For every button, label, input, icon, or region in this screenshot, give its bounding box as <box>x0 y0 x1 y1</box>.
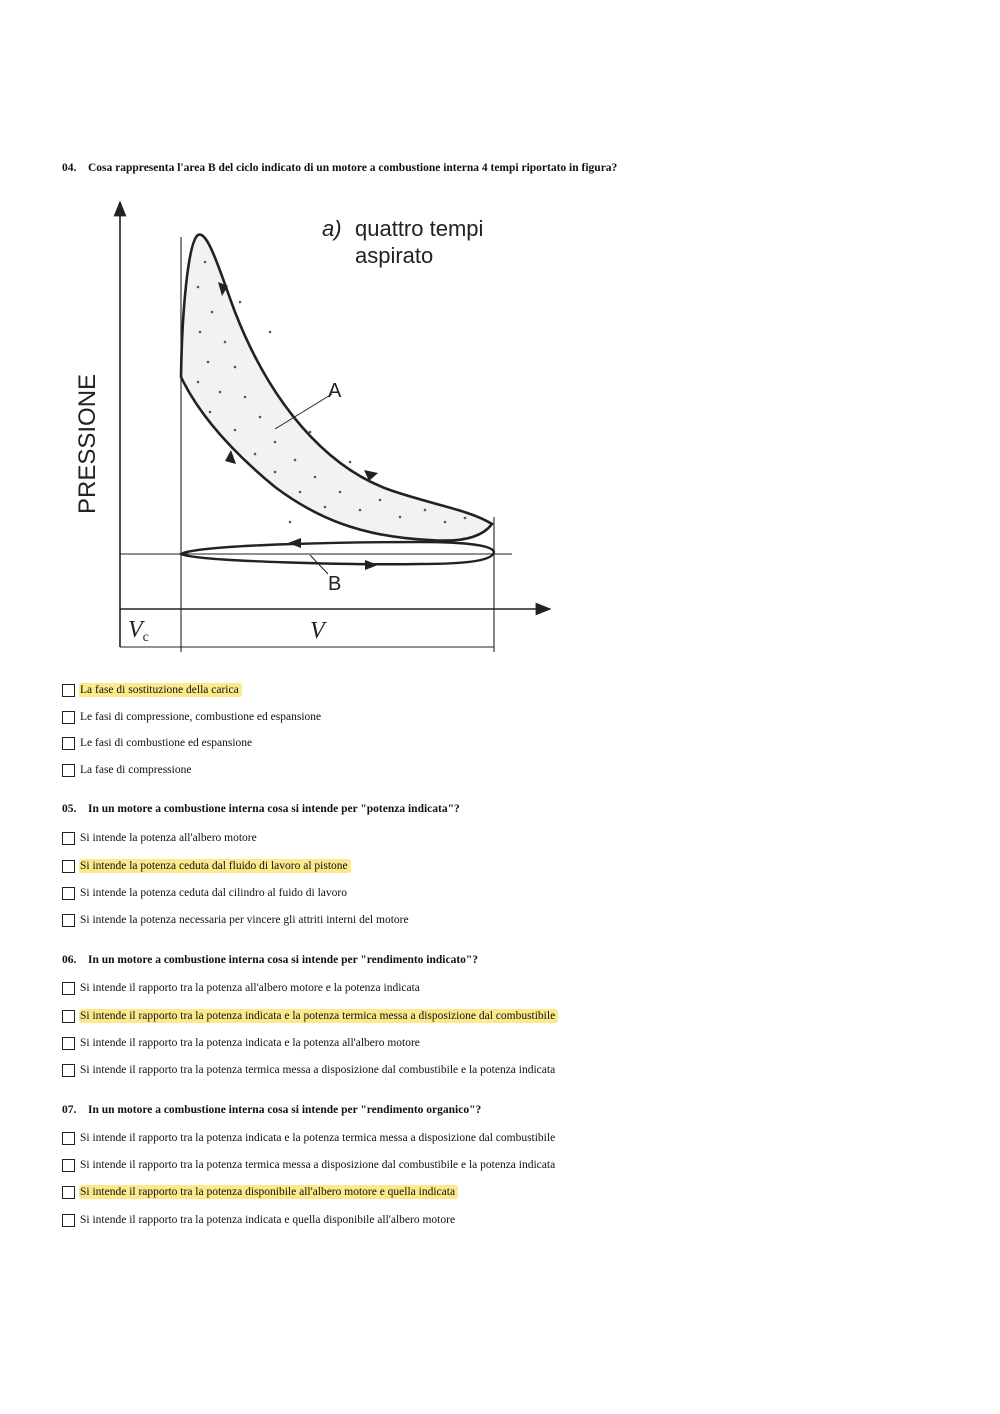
option-text: Le fasi di combustione ed espansione <box>80 737 253 749</box>
option-text: Le fasi di compressione, combustione ed espansione <box>80 711 322 723</box>
option-text: Si intende il rapporto tra la potenza all'albero motore e la potenza indicata <box>80 982 420 994</box>
answer-checkbox[interactable] <box>62 684 75 697</box>
option-text: Si intende il rapporto tra la potenza indicata e la potenza all'albero motore <box>80 1037 420 1049</box>
option-07-c[interactable] <box>62 1183 458 1201</box>
option-05-c[interactable] <box>62 884 350 902</box>
option-text: Si intende il rapporto tra la potenza indicata e la potenza termica messa a disposizione dal combustibile <box>79 1009 558 1023</box>
question-06 <box>62 954 478 966</box>
option-text: Si intende il rapporto tra la potenza indicata e la potenza termica messa a disposizione dal combustibile <box>80 1132 556 1144</box>
answer-checkbox[interactable] <box>62 982 75 995</box>
answer-checkbox[interactable] <box>62 914 75 927</box>
option-07-a[interactable] <box>62 1129 558 1147</box>
option-text: Si intende il rapporto tra la potenza indicata e quella disponibile all'albero motore <box>80 1214 456 1226</box>
question-05 <box>62 803 460 815</box>
question-number: 05. <box>62 803 77 815</box>
compression-arrow <box>225 450 236 464</box>
vc-label-sub: c <box>142 630 149 645</box>
answer-checkbox[interactable] <box>62 711 75 724</box>
vc-label-main: V <box>128 617 143 643</box>
answer-checkbox[interactable] <box>62 1010 75 1023</box>
answer-checkbox[interactable] <box>62 887 75 900</box>
option-05-b[interactable] <box>62 857 351 875</box>
area-b-label: B <box>328 573 342 595</box>
option-text: Si intende la potenza all'albero motore <box>80 832 257 844</box>
answer-checkbox[interactable] <box>62 1186 75 1199</box>
question-04 <box>62 162 617 174</box>
option-04-b[interactable] <box>62 708 324 726</box>
answer-checkbox[interactable] <box>62 1132 75 1145</box>
option-text: Si intende il rapporto tra la potenza termica messa a disposizione dal combustibile e la potenza indicata <box>80 1064 556 1076</box>
option-06-b[interactable] <box>62 1007 558 1025</box>
vc-label <box>128 617 149 645</box>
v-label: V <box>310 618 325 644</box>
y-axis-label: PRESSIONE <box>74 373 101 514</box>
intake-arrow <box>365 560 378 570</box>
question-number: 06. <box>62 954 77 966</box>
option-text: Si intende la potenza ceduta dal cilindro al fuido di lavoro <box>80 887 347 899</box>
option-05-a[interactable] <box>62 829 260 847</box>
figure-title-line1: quattro tempi <box>355 216 484 241</box>
figure-title-prefix: a) <box>322 216 342 241</box>
option-text: Si intende il rapporto tra la potenza disponibile all'albero motore e quella indicata <box>79 1185 458 1199</box>
option-06-a[interactable] <box>62 979 423 997</box>
option-06-d[interactable] <box>62 1061 558 1079</box>
answer-checkbox[interactable] <box>62 737 75 750</box>
figure-title-line2: aspirato <box>355 243 434 268</box>
option-04-c[interactable] <box>62 734 255 752</box>
question-number: 07. <box>62 1104 77 1116</box>
question-text: In un motore a combustione interna cosa si intende per "rendimento organico"? <box>88 1104 482 1116</box>
question-text: In un motore a combustione interna cosa si intende per "potenza indicata"? <box>88 803 460 815</box>
answer-checkbox[interactable] <box>62 860 75 873</box>
question-number: 04. <box>62 162 77 174</box>
option-07-b[interactable] <box>62 1156 558 1174</box>
answer-checkbox[interactable] <box>62 764 75 777</box>
option-04-d[interactable] <box>62 761 194 779</box>
area-a-label: A <box>328 380 342 402</box>
pumping-loop-b <box>181 542 494 564</box>
indicator-diagram-figure <box>60 192 560 662</box>
answer-checkbox[interactable] <box>62 1214 75 1227</box>
question-text: Cosa rappresenta l'area B del ciclo indicato di un motore a combustione interna 4 tempi riportato in figura? <box>88 162 618 174</box>
question-text: In un motore a combustione interna cosa si intende per "rendimento indicato"? <box>88 954 479 966</box>
answer-checkbox[interactable] <box>62 1159 75 1172</box>
option-text: La fase di compressione <box>80 764 192 776</box>
option-text: La fase di sostituzione della carica <box>79 683 242 697</box>
option-text: Si intende la potenza necessaria per vincere gli attriti interni del motore <box>80 914 409 926</box>
answer-checkbox[interactable] <box>62 1037 75 1050</box>
option-04-a[interactable] <box>62 681 242 699</box>
option-05-d[interactable] <box>62 911 412 929</box>
option-text: Si intende il rapporto tra la potenza termica messa a disposizione dal combustibile e la potenza indicata <box>80 1159 556 1171</box>
answer-checkbox[interactable] <box>62 832 75 845</box>
option-text: Si intende la potenza ceduta dal fluido di lavoro al pistone <box>79 859 351 873</box>
exhaust-arrow <box>288 538 301 548</box>
option-06-c[interactable] <box>62 1034 423 1052</box>
answer-checkbox[interactable] <box>62 1064 75 1077</box>
question-07 <box>62 1104 481 1116</box>
option-07-d[interactable] <box>62 1211 458 1229</box>
